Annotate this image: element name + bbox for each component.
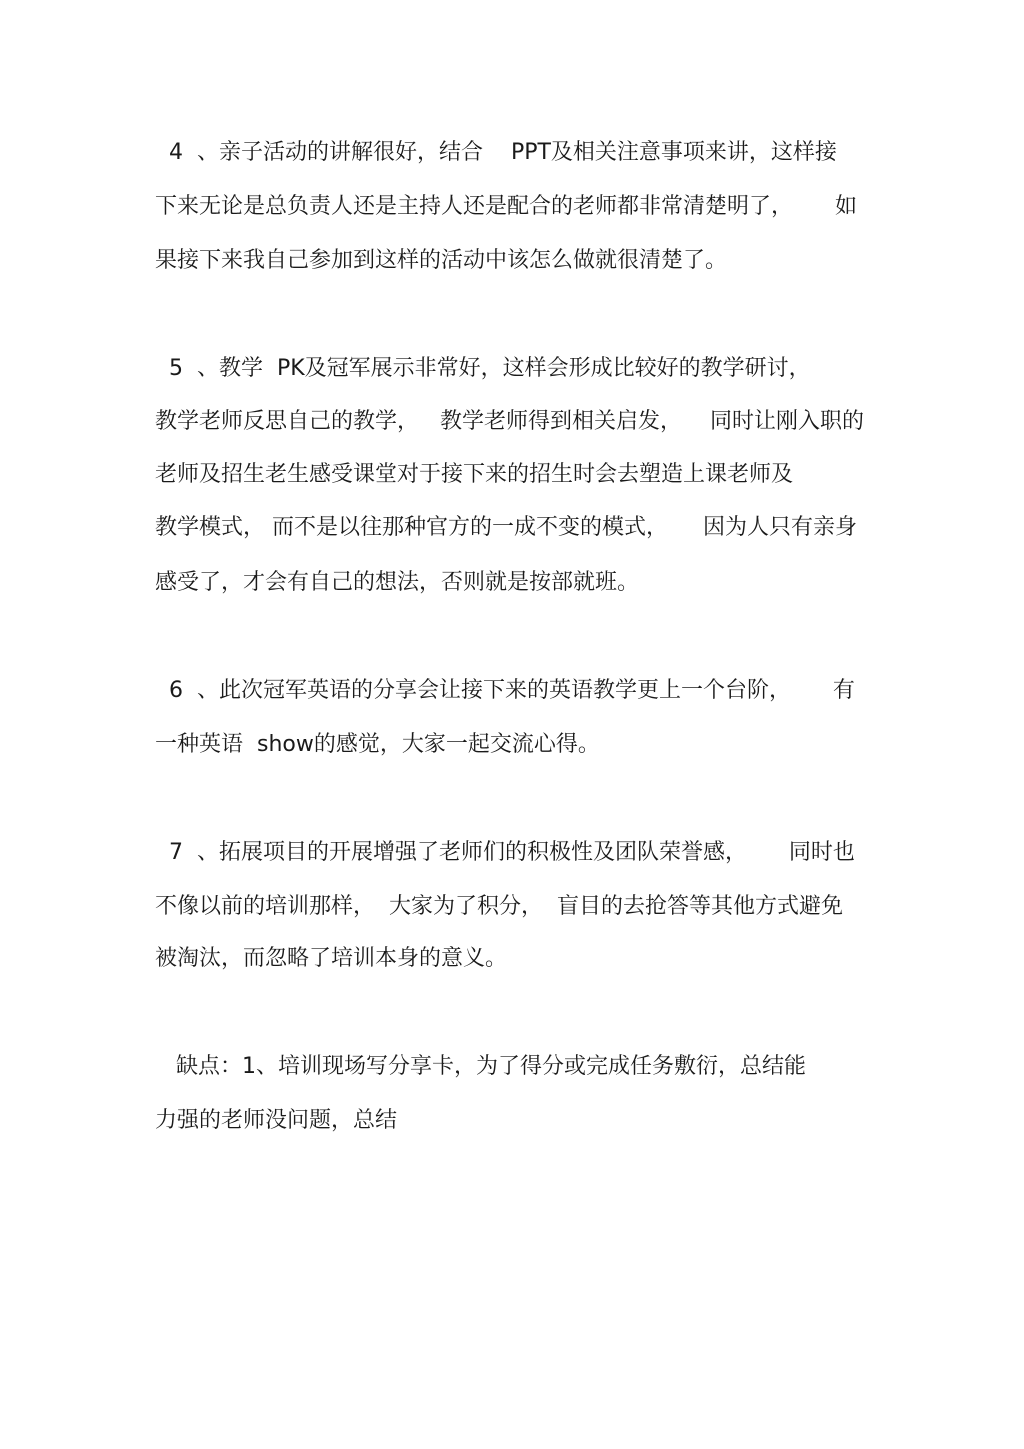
paragraph-6-line-1: 6 、此次冠军英语的分享会让接下来的英语教学更上一个台阶， 有 [155, 678, 855, 703]
paragraph-6-line-2: 一种英语 show的感觉，大家一起交流心得。 [155, 732, 600, 757]
shortcomings-line-1: 缺点：1、培训现场写分享卡，为了得分或完成任务敷衍，总结能 [155, 1054, 806, 1079]
paragraph-5-line-4: 教学模式， 而不是以往那种官方的一成不变的模式， 因为人只有亲身 [155, 515, 857, 540]
paragraph-5-line-5: 感受了，才会有自己的想法，否则就是按部就班。 [155, 570, 640, 595]
paragraph-5-line-1: 5 、教学 PK及冠军展示非常好，这样会形成比较好的教学研讨， [155, 356, 811, 381]
paragraph-7-line-2: 不像以前的培训那样， 大家为了积分， 盲目的去抢答等其他方式避免 [155, 894, 843, 919]
paragraph-7-line-1: 7 、拓展项目的开展增强了老师们的积极性及团队荣誉感， 同时也 [155, 840, 855, 865]
paragraph-5-line-3: 老师及招生老生感受课堂对于接下来的招生时会去塑造上课老师及 [155, 462, 794, 487]
paragraph-4-line-1: 4 、亲子活动的讲解很好，结合 PPT及相关注意事项来讲，这样接 [155, 140, 837, 165]
paragraph-5-line-2: 教学老师反思自己的教学， 教学老师得到相关启发， 同时让刚入职的 [155, 409, 864, 434]
paragraph-4-line-3: 果接下来我自己参加到这样的活动中该怎么做就很清楚了。 [155, 248, 728, 273]
shortcomings-line-2: 力强的老师没问题，总结 [155, 1108, 398, 1133]
paragraph-7-line-3: 被淘汰，而忽略了培训本身的意义。 [155, 946, 508, 971]
paragraph-4-line-2: 下来无论是总负责人还是主持人还是配合的老师都非常清楚明了， 如 [155, 194, 857, 219]
